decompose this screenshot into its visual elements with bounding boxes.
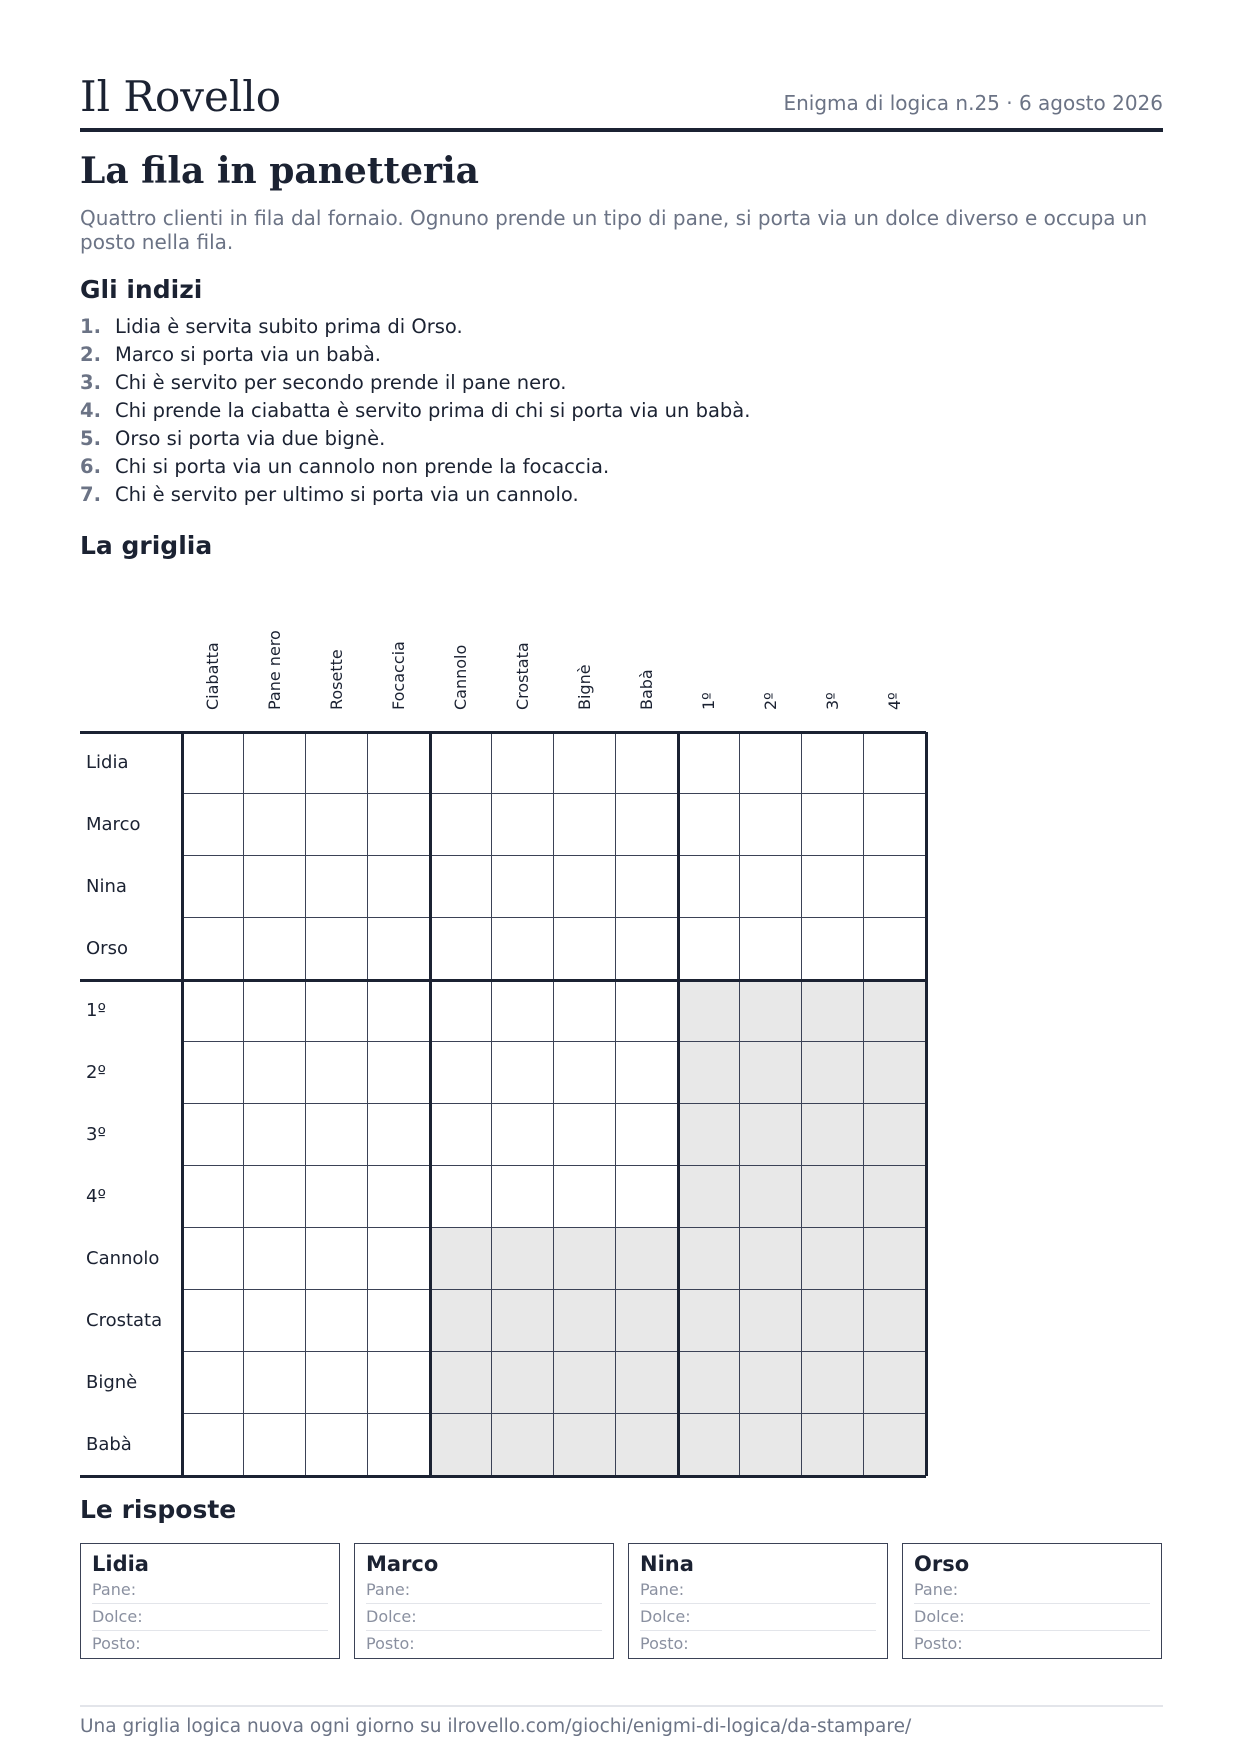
grid-cell[interactable] [678, 856, 740, 918]
grid-cell[interactable] [492, 1042, 554, 1104]
grid-cell-blocked [616, 1228, 678, 1290]
row-header-1: 1º [86, 1000, 106, 1021]
grid-cell-blocked [430, 1352, 492, 1414]
grid-cell[interactable] [492, 794, 554, 856]
masthead [80, 70, 1163, 132]
grid-cell[interactable] [430, 918, 492, 980]
grid-cell-blocked [554, 1414, 616, 1476]
grid-cell-blocked [678, 1352, 740, 1414]
grid-cell-blocked [864, 1414, 926, 1476]
grid-cell[interactable] [740, 918, 802, 980]
answer-card-nina[interactable] [628, 1543, 888, 1659]
grid-cell[interactable] [678, 732, 740, 794]
grid-cell-blocked [554, 1228, 616, 1290]
answer-card-orso[interactable] [902, 1543, 1162, 1659]
column-header-3 [802, 620, 864, 720]
puzzle-intro: Quattro clienti in fila dal fornaio. Ognuno prende un tipo di pane, si porta via un dolce diverso e occupa un posto nella fila. [80, 206, 1148, 254]
clue-number: 2. [80, 343, 101, 366]
grid-cell[interactable] [244, 1352, 306, 1414]
grid-cell[interactable] [182, 856, 244, 918]
grid-cell-blocked [864, 1352, 926, 1414]
grid-cell[interactable] [492, 732, 554, 794]
answer-card-lidia[interactable] [80, 1543, 340, 1659]
answer-field-posto[interactable]: Posto: [640, 1634, 689, 1653]
grid-cell-blocked [740, 1352, 802, 1414]
column-header-label: Rosette [327, 649, 346, 710]
grid-cell[interactable] [368, 1414, 430, 1476]
grid-cell[interactable] [678, 918, 740, 980]
column-header-2 [740, 620, 802, 720]
answer-card-name: Orso [914, 1552, 970, 1576]
grid-cell[interactable] [616, 980, 678, 1042]
grid-cell[interactable] [182, 1042, 244, 1104]
grid-cell-blocked [740, 1166, 802, 1228]
answer-field-pane[interactable]: Pane: [92, 1577, 328, 1604]
answer-field-posto[interactable]: Posto: [92, 1634, 141, 1653]
column-header-label: Babà [637, 669, 656, 710]
grid-cell[interactable] [802, 918, 864, 980]
clue-number: 5. [80, 427, 101, 450]
grid-cell-blocked [678, 1290, 740, 1352]
grid-cell[interactable] [864, 732, 926, 794]
grid-cell-blocked [802, 1228, 864, 1290]
column-header-label: 1º [699, 692, 718, 710]
answer-cards [80, 1543, 1163, 1659]
grid-cell-blocked [678, 980, 740, 1042]
clue-item [80, 397, 1163, 425]
grid-cell[interactable] [182, 732, 244, 794]
grid-cell-blocked [740, 1290, 802, 1352]
grid-cell[interactable] [368, 856, 430, 918]
brand-title: Il Rovello [80, 72, 282, 121]
grid-cell[interactable] [244, 1228, 306, 1290]
grid-cell[interactable] [244, 1414, 306, 1476]
grid-cell[interactable] [616, 918, 678, 980]
grid-cell[interactable] [368, 1042, 430, 1104]
clue-text: Marco si porta via un babà. [115, 343, 381, 366]
grid-cell[interactable] [740, 732, 802, 794]
column-header-label: Bignè [575, 664, 594, 710]
grid-cell-blocked [554, 1290, 616, 1352]
row-header-orso: Orso [86, 938, 128, 959]
row-header-bigne: Bignè [86, 1372, 138, 1393]
answer-field-pane[interactable]: Pane: [640, 1577, 876, 1604]
grid-cell[interactable] [306, 1042, 368, 1104]
grid-cell[interactable] [554, 732, 616, 794]
grid-cell[interactable] [616, 732, 678, 794]
row-header-2: 2º [86, 1062, 106, 1083]
grid-cell[interactable] [864, 794, 926, 856]
column-header-ciabatta [182, 620, 244, 720]
grid-cell[interactable] [430, 732, 492, 794]
grid-cell-blocked [492, 1352, 554, 1414]
grid-cell[interactable] [244, 1042, 306, 1104]
grid-cell-blocked [740, 1414, 802, 1476]
grid-cell[interactable] [554, 794, 616, 856]
column-header-focaccia [368, 620, 430, 720]
grid-cell[interactable] [182, 1414, 244, 1476]
grid-cell[interactable] [244, 794, 306, 856]
grid-cell[interactable] [244, 1104, 306, 1166]
grid-cell[interactable] [244, 1290, 306, 1352]
grid-cell[interactable] [182, 1352, 244, 1414]
answer-field-dolce[interactable]: Dolce: [914, 1604, 1150, 1631]
grid-cell[interactable] [492, 1166, 554, 1228]
clue-text: Lidia è servita subito prima di Orso. [115, 315, 463, 338]
grid-cell[interactable] [368, 1228, 430, 1290]
grid-cell[interactable] [368, 794, 430, 856]
grid-cell[interactable] [182, 980, 244, 1042]
puzzle-page [80, 0, 1163, 1754]
grid-cell[interactable] [802, 794, 864, 856]
answer-card-marco[interactable] [354, 1543, 614, 1659]
grid-cell[interactable] [368, 1290, 430, 1352]
grid-cell[interactable] [306, 1104, 368, 1166]
grid-cell-blocked [802, 1352, 864, 1414]
row-header-3: 3º [86, 1124, 106, 1145]
grid-cell[interactable] [492, 856, 554, 918]
grid-cell-blocked [430, 1414, 492, 1476]
grid-cell[interactable] [182, 1228, 244, 1290]
grid-cell[interactable] [306, 794, 368, 856]
grid-block-rule [677, 732, 680, 1476]
clue-text: Chi è servito per secondo prende il pane nero. [115, 371, 567, 394]
grid-cell[interactable] [430, 1166, 492, 1228]
grid-cell[interactable] [368, 980, 430, 1042]
grid-cell-blocked [802, 1414, 864, 1476]
grid-cell[interactable] [492, 980, 554, 1042]
column-header-pane-nero [244, 620, 306, 720]
grid-cell[interactable] [864, 918, 926, 980]
grid-cell[interactable] [802, 732, 864, 794]
grid-cell-blocked [678, 1042, 740, 1104]
grid-cell[interactable] [430, 1104, 492, 1166]
grid-cell[interactable] [430, 1042, 492, 1104]
grid-cell-blocked [864, 1104, 926, 1166]
grid-cell-blocked [802, 1042, 864, 1104]
grid-cell-blocked [802, 1290, 864, 1352]
answer-field-pane[interactable]: Pane: [914, 1577, 1150, 1604]
grid-cell-blocked [740, 1042, 802, 1104]
clue-item [80, 313, 1163, 341]
row-header-marco: Marco [86, 814, 141, 835]
clue-number: 1. [80, 315, 101, 338]
row-header-lidia: Lidia [86, 752, 129, 773]
column-header-label: Focaccia [389, 641, 408, 710]
clue-text: Chi si porta via un cannolo non prende la focaccia. [115, 455, 610, 478]
grid-cell[interactable] [678, 794, 740, 856]
grid-cell[interactable] [616, 1104, 678, 1166]
grid-cell[interactable] [306, 1352, 368, 1414]
column-header-label: Cannolo [451, 644, 470, 710]
grid-cell[interactable] [616, 856, 678, 918]
grid-cell[interactable] [492, 1104, 554, 1166]
clue-item [80, 425, 1163, 453]
grid-cell[interactable] [554, 1042, 616, 1104]
grid-cell-blocked [864, 1042, 926, 1104]
grid-right-rule [925, 732, 928, 980]
grid-cell[interactable] [554, 856, 616, 918]
grid-cell[interactable] [306, 1414, 368, 1476]
grid-cell[interactable] [306, 732, 368, 794]
clue-number: 4. [80, 399, 101, 422]
grid-right-rule [925, 980, 928, 1476]
grid-block-rule [429, 732, 432, 1476]
grid-cell[interactable] [368, 1104, 430, 1166]
grid-cell[interactable] [182, 794, 244, 856]
grid-cell-blocked [802, 1166, 864, 1228]
grid-cell[interactable] [306, 1290, 368, 1352]
grid-cell[interactable] [182, 918, 244, 980]
row-header-4: 4º [86, 1186, 106, 1207]
clue-text: Chi è servito per ultimo si porta via un cannolo. [115, 483, 579, 506]
column-header-baba [616, 620, 678, 720]
column-header-1 [678, 620, 740, 720]
clue-number: 3. [80, 371, 101, 394]
grid-cell-blocked [492, 1228, 554, 1290]
grid-cell-blocked [678, 1166, 740, 1228]
column-header-bigne [554, 620, 616, 720]
clues-heading: Gli indizi [80, 275, 203, 304]
column-header-4 [864, 620, 926, 720]
column-header-cannolo [430, 620, 492, 720]
clue-text: Orso si porta via due bignè. [115, 427, 386, 450]
answer-field-pane[interactable]: Pane: [366, 1577, 602, 1604]
grid-cell[interactable] [616, 1042, 678, 1104]
clue-text: Chi prende la ciabatta è servito prima di chi si porta via un babà. [115, 399, 751, 422]
grid-cell[interactable] [740, 856, 802, 918]
grid-cell-blocked [678, 1228, 740, 1290]
grid-cell[interactable] [554, 1166, 616, 1228]
grid-cell[interactable] [306, 1166, 368, 1228]
grid-cells [182, 732, 926, 1476]
answer-field-dolce[interactable]: Dolce: [92, 1604, 328, 1631]
answer-field-posto[interactable]: Posto: [914, 1634, 963, 1653]
grid-cell[interactable] [554, 918, 616, 980]
grid-cell-blocked [864, 1228, 926, 1290]
grid-bottom-rule [80, 1475, 926, 1478]
grid-cell[interactable] [802, 856, 864, 918]
grid-cell-blocked [430, 1290, 492, 1352]
logic-grid [80, 620, 930, 1480]
grid-cell-blocked [740, 1228, 802, 1290]
grid-cell-blocked [492, 1290, 554, 1352]
column-header-label: 3º [823, 692, 842, 710]
grid-cell[interactable] [430, 856, 492, 918]
grid-cell-blocked [678, 1104, 740, 1166]
column-header-label: 2º [761, 692, 780, 710]
grid-cell-blocked [554, 1352, 616, 1414]
grid-cell[interactable] [740, 794, 802, 856]
grid-cell[interactable] [368, 918, 430, 980]
answer-card-name: Lidia [92, 1552, 149, 1576]
answers-heading: Le risposte [80, 1495, 237, 1524]
row-header-crostata: Crostata [86, 1310, 163, 1331]
column-header-label: Ciabatta [203, 642, 222, 710]
grid-heading: La griglia [80, 531, 213, 560]
grid-cell[interactable] [306, 918, 368, 980]
grid-cell-blocked [802, 1104, 864, 1166]
clue-item [80, 341, 1163, 369]
answer-card-name: Marco [366, 1552, 439, 1576]
grid-cell-blocked [616, 1352, 678, 1414]
answer-card-name: Nina [640, 1552, 694, 1576]
grid-cell-blocked [430, 1228, 492, 1290]
row-header-cannolo: Cannolo [86, 1248, 160, 1269]
grid-cell[interactable] [430, 794, 492, 856]
grid-cell[interactable] [492, 918, 554, 980]
grid-block-rule [80, 979, 926, 982]
grid-cell-blocked [492, 1414, 554, 1476]
grid-cell-blocked [802, 980, 864, 1042]
grid-cell[interactable] [244, 732, 306, 794]
grid-cell-blocked [678, 1414, 740, 1476]
puzzle-title: La fila in panetteria [80, 150, 479, 192]
clue-item [80, 453, 1163, 481]
footer-note: Una griglia logica nuova ogni giorno su ilrovello.com/giochi/enigmi-di-logica/da-stampare/ [80, 1705, 1163, 1739]
grid-cell[interactable] [864, 856, 926, 918]
grid-cell-blocked [864, 1290, 926, 1352]
clue-list [80, 313, 1163, 509]
grid-cell[interactable] [554, 980, 616, 1042]
grid-top-rule [80, 731, 926, 734]
clue-item [80, 481, 1163, 509]
grid-cell[interactable] [182, 1166, 244, 1228]
edition-line: Enigma di logica n.25 · 6 agosto 2026 [783, 91, 1163, 115]
grid-cell-blocked [864, 1166, 926, 1228]
row-header-baba: Babà [86, 1434, 132, 1455]
column-header-crostata [492, 620, 554, 720]
clue-number: 6. [80, 455, 101, 478]
grid-cell[interactable] [244, 980, 306, 1042]
grid-cell[interactable] [616, 794, 678, 856]
grid-cell[interactable] [368, 732, 430, 794]
grid-cell[interactable] [306, 1228, 368, 1290]
grid-cell-blocked [616, 1290, 678, 1352]
grid-cell[interactable] [244, 856, 306, 918]
grid-cell[interactable] [368, 1352, 430, 1414]
grid-cell-blocked [740, 1104, 802, 1166]
answer-field-dolce[interactable]: Dolce: [366, 1604, 602, 1631]
grid-cell[interactable] [430, 980, 492, 1042]
clue-number: 7. [80, 483, 101, 506]
grid-cell-blocked [616, 1414, 678, 1476]
clue-item [80, 369, 1163, 397]
grid-cell[interactable] [368, 1166, 430, 1228]
grid-left-rule [181, 732, 184, 1476]
grid-cell[interactable] [244, 918, 306, 980]
grid-cell[interactable] [554, 1104, 616, 1166]
grid-cell[interactable] [244, 1166, 306, 1228]
grid-cell[interactable] [182, 1104, 244, 1166]
grid-cell-blocked [740, 980, 802, 1042]
column-header-rosette [306, 620, 368, 720]
row-header-nina: Nina [86, 876, 127, 897]
grid-cell-blocked [864, 980, 926, 1042]
column-header-label: Pane nero [265, 630, 284, 710]
grid-cell[interactable] [306, 856, 368, 918]
column-header-label: 4º [885, 692, 904, 710]
answer-field-posto[interactable]: Posto: [366, 1634, 415, 1653]
grid-cell[interactable] [182, 1290, 244, 1352]
grid-cell[interactable] [306, 980, 368, 1042]
answer-field-dolce[interactable]: Dolce: [640, 1604, 876, 1631]
column-header-label: Crostata [513, 642, 532, 710]
grid-cell[interactable] [616, 1166, 678, 1228]
